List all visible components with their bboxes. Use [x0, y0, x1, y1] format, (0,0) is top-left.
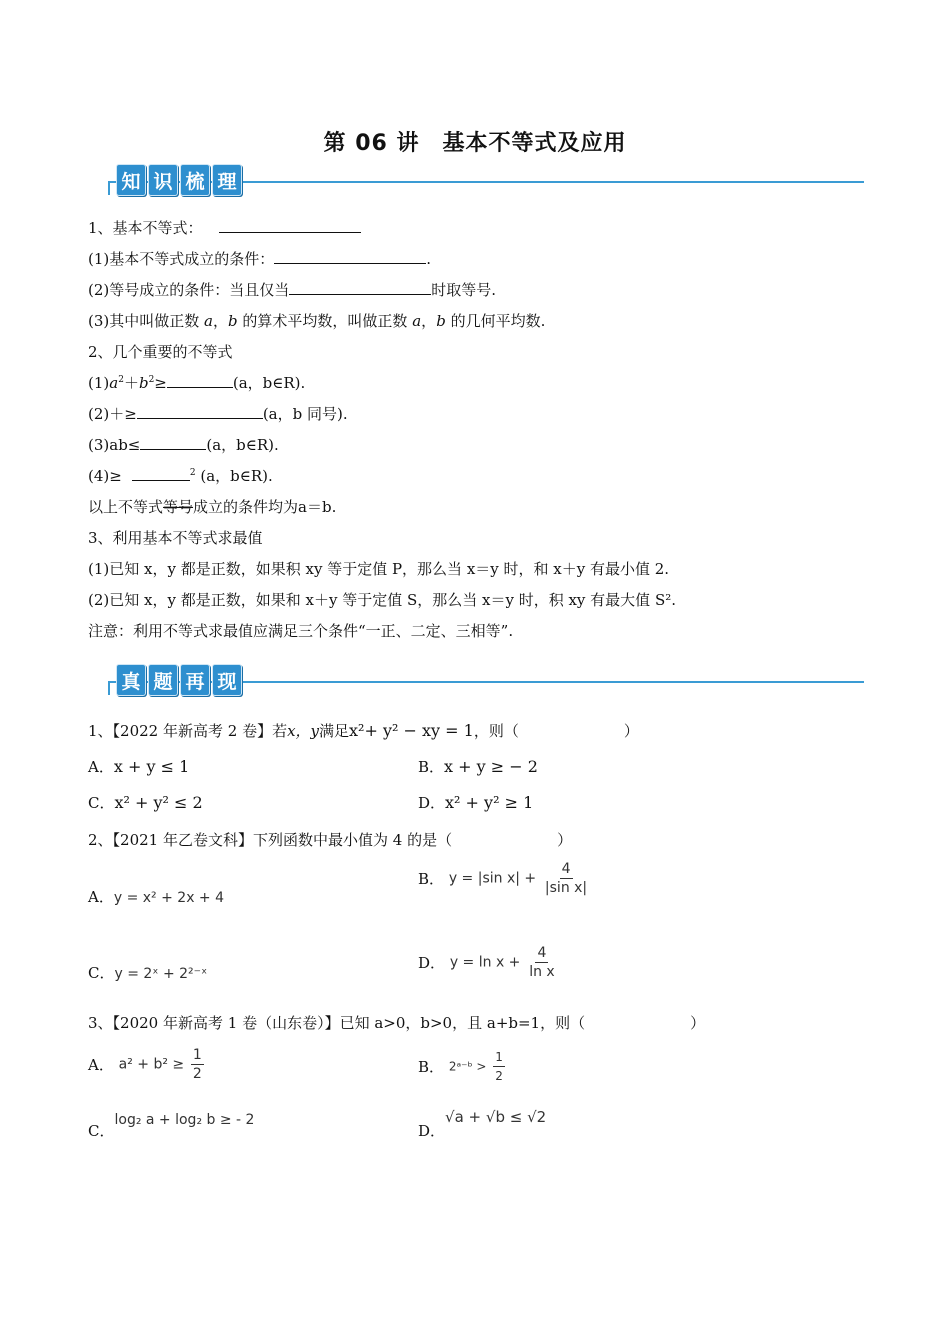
- note: 注意：利用不等式求最值应满足三个条件“一正、二定、三相等”.: [88, 622, 514, 640]
- question-2-stem: 2、【2021 年乙卷文科】下列函数中最小值为 4 的是（ ）: [88, 831, 573, 849]
- math-expression: x²+ y² − xy = 1: [349, 721, 474, 740]
- option-label: C．: [88, 794, 115, 812]
- denominator: 2: [495, 1069, 503, 1083]
- text: 的算术平均数，: [242, 312, 348, 330]
- knowledge-line-2: [88, 248, 431, 269]
- knowledge-line-7: 3、利用基本不等式求最值: [88, 529, 263, 547]
- page-title: 第 06 讲 基本不等式及应用: [323, 131, 627, 156]
- fill-blank: [289, 280, 431, 295]
- math-expression: y = x² + 2x + 4: [113, 890, 225, 906]
- knowledge-line-5: 2、几个重要的不等式: [88, 343, 233, 361]
- fraction: [493, 1048, 505, 1085]
- knowledge-line-1: [88, 217, 361, 238]
- banner-char: 再: [180, 664, 210, 696]
- q3-option-d[interactable]: [418, 1106, 547, 1140]
- math-expression: y = 2ˣ + 2²⁻ˣ: [114, 966, 208, 982]
- option-label: D．: [418, 1122, 446, 1140]
- text: 1、【2022 年新高考 2 卷】若: [88, 722, 288, 740]
- math-expression: a² + b² ≥: [118, 1056, 185, 1073]
- text: ≥: [154, 374, 167, 392]
- text: (4)≥: [88, 467, 122, 485]
- fill-blank: [137, 404, 263, 419]
- q1-option-c[interactable]: [88, 792, 203, 813]
- inequality-4: [88, 465, 273, 486]
- q2-option-d[interactable]: [418, 944, 559, 981]
- text: 成立的条件均为: [193, 498, 299, 516]
- math-expression: √a + √b ≤ √2: [445, 1108, 547, 1126]
- text: (a，b∈R).: [206, 436, 279, 454]
- fill-blank: [274, 249, 426, 264]
- banner-char: 识: [148, 164, 178, 196]
- text: 叫做正数: [347, 312, 408, 330]
- banner-stub: [108, 681, 110, 695]
- text: 叫做正数: [139, 312, 200, 330]
- max-min-rule-1: (1)已知 x，y 都是正数，如果积 xy 等于定值 P，那么当 x＝y 时，和 x＋y 有最小值 2.: [88, 560, 670, 578]
- text: (3)其中: [88, 312, 140, 330]
- math-expression: log₂ a + log₂ b ≥ - 2: [114, 1112, 255, 1128]
- text: (1)基本不等式成立的条件：: [88, 250, 275, 268]
- fill-blank: [132, 466, 190, 481]
- exponent: 2: [189, 468, 196, 478]
- banner-char: 题: [148, 664, 178, 696]
- math-expression: x + y ≥ − 2: [444, 757, 538, 776]
- text: 的几何平均数.: [450, 312, 546, 330]
- math-expression: y = |sin x| +: [448, 870, 537, 887]
- q1-option-d[interactable]: [418, 792, 533, 813]
- math-expression: x² + y² ≥ 1: [445, 793, 534, 812]
- question-1-stem: [88, 720, 639, 741]
- fill-blank: [219, 218, 361, 233]
- banner-stub: [108, 181, 110, 195]
- option-label: B．: [418, 758, 445, 776]
- inequality-1: $(1)a^2+b^2\ge (a$，b∈R).: [88, 374, 306, 392]
- q3-option-b[interactable]: [418, 1048, 507, 1085]
- banner-char: 理: [212, 164, 242, 196]
- option-label: A．: [88, 888, 114, 906]
- question-3-stem: 3、【2020 年新高考 1 卷（山东卷）】已知 a>0，b>0，且 a+b=1，则（ ）: [88, 1014, 706, 1032]
- text: (a，b 同号).: [262, 405, 348, 423]
- option-label: A．: [88, 1056, 114, 1074]
- text: .: [426, 250, 432, 268]
- banner-char: 梳: [180, 164, 210, 196]
- text: x，y: [287, 722, 320, 740]
- banner-char: 现: [212, 664, 242, 696]
- q2-option-c[interactable]: [88, 962, 207, 983]
- text: (a，b∈R).: [200, 467, 273, 485]
- q3-option-c[interactable]: [88, 1108, 255, 1140]
- q3-option-a[interactable]: [88, 1046, 206, 1083]
- fraction: [191, 1046, 204, 1083]
- text: (a，b∈R).: [232, 374, 306, 392]
- max-min-rule-2: (2)已知 x，y 都是正数，如果和 x＋y 等于定值 S，那么当 x＝y 时，积 xy 有最大值 S².: [88, 591, 676, 609]
- fraction: [527, 944, 557, 981]
- text: 时取等号.: [431, 281, 497, 299]
- math-expression: x + y ≤ 1: [113, 757, 190, 776]
- numerator: 1: [192, 1047, 202, 1063]
- section-banner-knowledge: [88, 162, 864, 202]
- text: (2)等号成立的条件：当且仅当: [88, 281, 290, 299]
- option-label: D．: [418, 794, 446, 812]
- option-label: B．: [418, 1058, 445, 1076]
- text: (3)ab≤: [88, 436, 141, 454]
- option-label: C．: [88, 964, 115, 982]
- text: (2)＋≥: [88, 405, 137, 423]
- inequality-3: [88, 434, 279, 455]
- option-label: B．: [418, 870, 445, 888]
- section-banner-exam: [88, 662, 864, 702]
- q1-option-b[interactable]: [418, 756, 538, 777]
- text: (1): [88, 374, 110, 392]
- denominator: |sin x|: [544, 880, 588, 896]
- knowledge-line-6: [88, 496, 336, 517]
- knowledge-line-4: (3)其中叫做正数 a，b 的算术平均数，叫做正数 a，b 的几何平均数.: [88, 312, 546, 330]
- math-expression: y = ln x +: [449, 954, 521, 971]
- text: ，则（ ）: [473, 722, 639, 740]
- math-expression: 2ᵃ⁻ᵇ >: [448, 1059, 487, 1074]
- text: 1、基本不等式：: [88, 219, 203, 237]
- denominator: 2: [192, 1066, 202, 1082]
- banner-char: 知: [116, 164, 146, 196]
- knowledge-line-3: [88, 279, 496, 300]
- numerator: 4: [561, 861, 571, 877]
- text: 等号: [163, 498, 194, 516]
- fill-blank: [167, 373, 233, 388]
- q2-option-a[interactable]: [88, 886, 224, 907]
- option-label: A．: [88, 758, 114, 776]
- option-label: C．: [88, 1122, 115, 1140]
- option-label: D．: [418, 954, 446, 972]
- numerator: 1: [493, 1048, 505, 1067]
- inequality-2: [88, 403, 348, 424]
- q1-option-a[interactable]: [88, 756, 189, 777]
- banner-char: 真: [116, 664, 146, 696]
- text: 满足: [319, 722, 350, 740]
- math-expression: x² + y² ≤ 2: [114, 793, 203, 812]
- fraction: [543, 860, 589, 897]
- denominator: ln x: [529, 964, 555, 980]
- numerator: 4: [537, 945, 547, 961]
- text: 以上不等式: [88, 498, 164, 516]
- q2-option-b[interactable]: [418, 860, 591, 897]
- fill-blank: [140, 435, 206, 450]
- text: a＝b.: [298, 498, 337, 516]
